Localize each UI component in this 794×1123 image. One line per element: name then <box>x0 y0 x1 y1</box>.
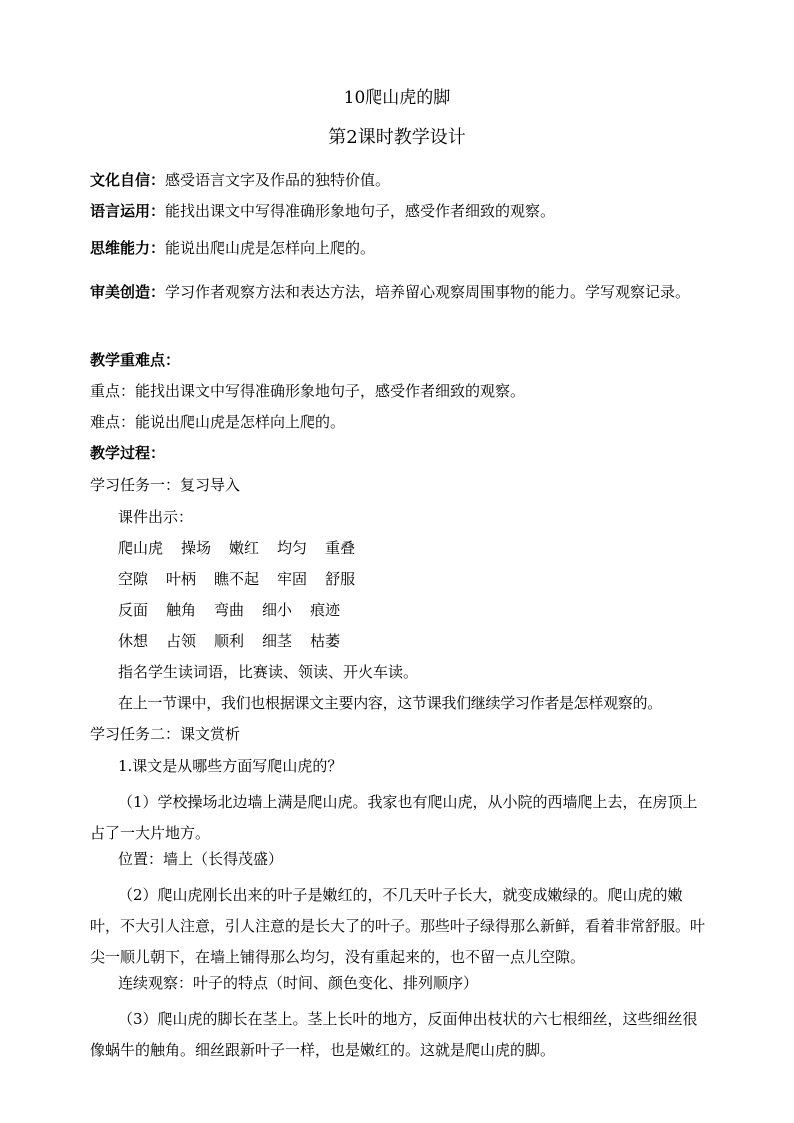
word: 触角 <box>166 601 197 619</box>
word: 休想 <box>118 632 149 650</box>
word: 操场 <box>181 539 212 557</box>
goal-aesthetic <box>90 278 710 307</box>
word: 舒服 <box>325 570 356 588</box>
paragraph-1: （1）学校操场北边墙上满是爬山虎。我家也有爬山虎，从小院的西墙爬上去，在房顶上占了一大片地方。 <box>90 793 698 842</box>
goal-aesthetic-text: 学习作者观察方法和表达方法，培养留心观察周围事物的能力。学写观察记录。 <box>165 283 691 301</box>
position-note: 位置：墙上（长得茂盛） <box>118 850 284 868</box>
reading-note: 指名学生读词语，比赛读、领读、开火车读。 <box>118 663 419 681</box>
goal-culture-text: 感受语言文字及作品的独特价值。 <box>165 171 391 189</box>
process-heading: 教学过程： <box>90 444 166 462</box>
word: 反面 <box>118 601 149 619</box>
courseware-label: 课件出示： <box>118 508 194 526</box>
transition-text: 在上一节课中，我们也根据课文主要内容，这节课我们继续学习作者是怎样观察的。 <box>118 694 662 712</box>
goal-culture-label: 文化自信： <box>90 171 166 189</box>
word-row <box>118 538 738 558</box>
goal-language <box>90 201 710 221</box>
goal-language-label: 语言运用： <box>90 202 166 220</box>
key-heading: 教学重难点： <box>90 351 181 369</box>
lesson-title: 10爬山虎的脚 <box>343 88 451 108</box>
word: 均匀 <box>277 539 308 557</box>
goal-aesthetic-label: 审美创造： <box>90 283 166 301</box>
goal-language-text: 能找出课文中写得准确形象地句子，感受作者细致的观察。 <box>165 202 556 220</box>
task1-heading: 学习任务一：复习导入 <box>90 476 241 494</box>
paragraph-2: （2）爬山虎刚长出来的叶子是嫩红的，不几天叶子长大，就变成嫩绿的。爬山虎的嫩叶，不大引人注意，引人注意的是长大了的叶子。那些叶子绿得那么新鲜，看着非常舒服。叶尖一顺儿朝下，在墙上铺得那么均匀，没有重起来的，也不留一点儿空隙。 <box>90 886 706 966</box>
word: 叶柄 <box>166 570 197 588</box>
task2-heading: 学习任务二：课文赏析 <box>90 725 241 743</box>
word: 嫩红 <box>229 539 260 557</box>
word: 空隙 <box>118 570 149 588</box>
goal-thinking-text: 能说出爬山虎是怎样向上爬的。 <box>165 239 376 257</box>
word: 细茎 <box>262 632 293 650</box>
word: 爬山虎 <box>118 539 164 557</box>
word: 瞧不起 <box>214 570 260 588</box>
goal-thinking-label: 思维能力： <box>90 239 166 257</box>
question-1: 1.课文是从哪些方面写爬山虎的？ <box>118 757 343 775</box>
word: 牢固 <box>277 570 308 588</box>
word: 细小 <box>262 601 293 619</box>
word: 痕迹 <box>310 601 341 619</box>
word: 重叠 <box>325 539 356 557</box>
difficult-point: 难点：能说出爬山虎是怎样向上爬的。 <box>90 413 346 431</box>
goal-thinking <box>90 238 710 258</box>
observe-note: 连续观察：叶子的特点（时间、颜色变化、排列顺序） <box>118 974 479 992</box>
word: 占领 <box>166 632 197 650</box>
key-point: 重点：能找出课文中写得准确形象地句子，感受作者细致的观察。 <box>90 382 526 400</box>
word-row <box>118 631 738 651</box>
paragraph-3: （3）爬山虎的脚长在茎上。茎上长叶的地方，反面伸出枝状的六七根细丝，这些细丝很像蜗牛的触角。细丝跟新叶子一样，也是嫩红的。这就是爬山虎的脚。 <box>90 1010 698 1059</box>
word: 枯萎 <box>310 632 341 650</box>
lesson-subtitle: 第2课时教学设计 <box>328 127 466 148</box>
word-row <box>118 600 738 620</box>
goal-culture <box>90 170 710 190</box>
word: 顺利 <box>214 632 245 650</box>
word: 弯曲 <box>214 601 245 619</box>
word-row <box>118 569 738 589</box>
